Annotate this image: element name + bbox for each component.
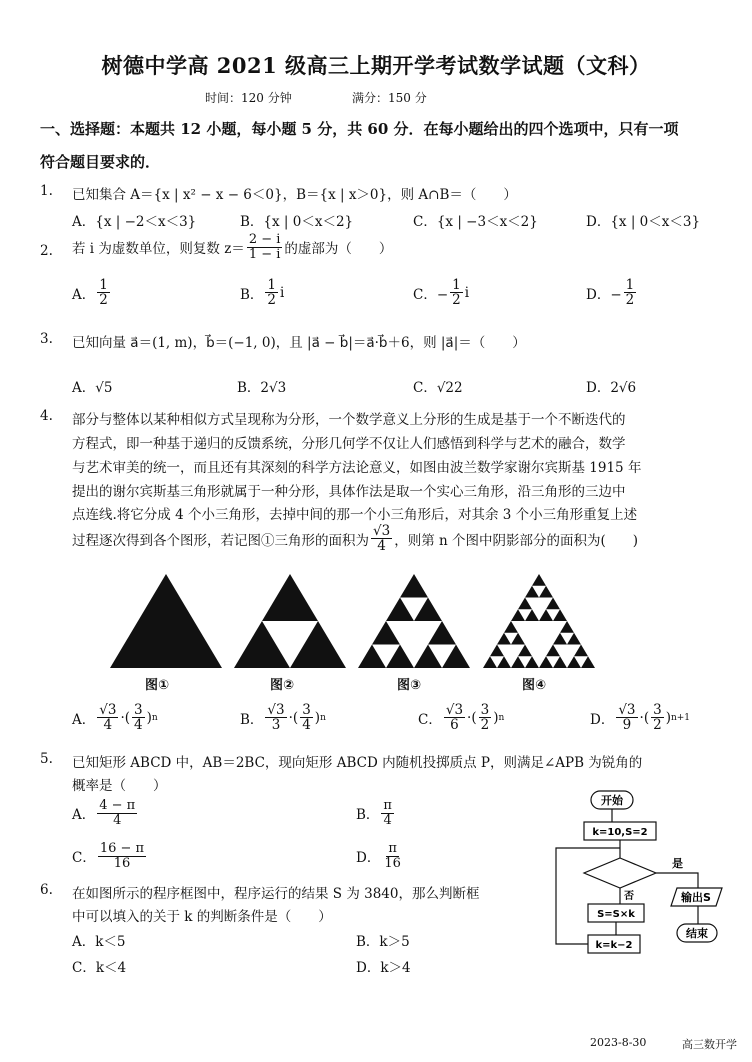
- footer-date: 2023-8-30: [590, 1036, 647, 1049]
- q2-d-den: 2: [625, 292, 635, 309]
- q1-option-d: D．{x | 0＜x＜3}: [586, 214, 701, 230]
- sierpinski-figure-3-piece: [372, 621, 400, 645]
- q6-number: 6.: [40, 882, 53, 898]
- q4-b-f1n: √3: [267, 702, 285, 718]
- q5-line-1: 已知矩形 ABCD 中，AB＝2BC，现向矩形 ABCD 内随机投掷质点 P，则满足∠APB 为锐角的: [72, 755, 643, 771]
- q4-c-exp: n: [498, 712, 505, 723]
- q4-option-d: D． $\frac{√3}{9}$ ·( $\frac{3}{2}$ ) n+1: [590, 702, 691, 734]
- q4-c-f1d: 6: [450, 717, 459, 734]
- q5-b-label: B．: [356, 807, 380, 824]
- q4-line-2: 方程式，即一种基于递归的反馈系统，分形几何学不仅让人们感悟到科学与艺术的融合，数学: [72, 436, 626, 452]
- q4-option-a: A． $\frac{√3}{4}$ ·( $\frac{3}{4}$ ) n: [72, 702, 158, 734]
- q6-option-b: B．k＞5: [356, 934, 410, 950]
- sierpinski-figure-4-piece: [553, 633, 567, 645]
- sierpinski-figure-2-piece: [290, 621, 346, 668]
- q6-line-2: 中可以填入的关于 k 的判断条件是（ ）: [72, 909, 332, 925]
- q4-b-f1d: 3: [271, 717, 281, 734]
- sierpinski-figure-4-piece: [504, 621, 518, 633]
- q4-number: 4.: [40, 408, 53, 424]
- q2-number: 2.: [40, 243, 53, 259]
- sierpinski-figure-4-piece: [553, 609, 567, 621]
- q5-number: 5.: [40, 751, 53, 767]
- q5-d-num: π: [388, 841, 397, 856]
- sierpinski-figure-4-piece: [511, 633, 525, 645]
- q5-c-frac: [98, 842, 146, 870]
- sierpinski-figure-3-piece: [442, 645, 470, 669]
- footer-course: 高三数开学: [682, 1038, 737, 1051]
- q2-c-suffix: i: [464, 284, 470, 301]
- q4-area-num: √3: [373, 523, 391, 539]
- q4-b-label: B．: [240, 711, 264, 728]
- q4-a-f2d: 4: [134, 717, 143, 734]
- q1-number: 1.: [40, 183, 53, 199]
- q4-a-frac2: [132, 703, 145, 732]
- q6-option-a: A．k＜5: [72, 934, 126, 950]
- q5-c-den: 16: [113, 855, 131, 871]
- q5-b-frac: [381, 799, 394, 827]
- q4-d-f2d: 2: [653, 717, 662, 734]
- q5-c-label: C．: [72, 850, 96, 867]
- sierpinski-figure-2-piece: [234, 621, 290, 668]
- section-heading: 一、选择题：本题共 12 小题，每小题 5 分，共 60 分．在每小题给出的四个选项中，只有一项: [40, 120, 679, 138]
- q5-option-b: [356, 799, 396, 827]
- q4-option-b: B． $\frac{√3}{3}$ ·( $\frac{3}{4}$ ) n: [240, 702, 326, 734]
- flow-output-text: 输出S: [681, 891, 711, 904]
- q2-option-c: [413, 278, 469, 307]
- q5-d-den: 16: [384, 855, 401, 871]
- q2-a-frac: [97, 278, 110, 307]
- sierpinski-group: [110, 574, 595, 668]
- q2-frac-num: 2 − i: [248, 232, 281, 247]
- q3-option-b: B．2√3: [237, 380, 287, 396]
- sierpinski-figure-2-piece: [262, 574, 318, 621]
- sierpinski-figure-4-piece: [525, 609, 539, 621]
- program-flowchart: [548, 786, 748, 961]
- q2-stem-pre: 若 i 为虚数单位，则复数 z＝: [72, 241, 245, 258]
- sierpinski-figure-4-piece: [518, 598, 532, 610]
- flow-no-text: 否: [624, 891, 634, 902]
- q6-line-1: 在如图所示的程序框图中，程序运行的结果 S 为 3840，那么判断框: [72, 886, 480, 902]
- flow-assign-text: S=S×k: [597, 909, 635, 920]
- q4-a-f2n: 3: [134, 702, 143, 718]
- q2-d-frac: [624, 278, 637, 307]
- q5-a-num: 4 − π: [99, 798, 136, 813]
- q2-option-b: [240, 278, 284, 307]
- q4-c-f1n: √3: [445, 702, 464, 718]
- q2-c-label: C．−: [413, 286, 449, 303]
- q5-option-d: [356, 842, 405, 870]
- flow-init-text: k=10,S=2: [592, 827, 648, 838]
- q4-d-f1d: 9: [622, 717, 632, 734]
- q2-a-den: 2: [99, 292, 108, 309]
- q4-last-pre: 过程逐次得到各个图形，若记图①三角形的面积为: [72, 532, 369, 549]
- q1-stem: 已知集合 A＝{x | x² − x − 6＜0}，B＝{x | x＞0}，则 A∩B＝（ ）: [72, 187, 517, 203]
- flow-yes-line: [656, 873, 698, 888]
- q4-b-f2d: 4: [302, 717, 311, 734]
- q5-a-frac: [97, 799, 137, 827]
- q4-a-f1n: √3: [99, 702, 117, 718]
- sierpinski-figure-4-piece: [511, 656, 525, 668]
- q4-line-6: [72, 524, 638, 553]
- q4-line-5: 点连线.将它分成 4 个小三角形，去掉中间的那一个小三角形后，对其余 3 个小三角形重复上述: [72, 507, 638, 523]
- q3-option-d: D．2√6: [586, 380, 637, 396]
- q2-b-suffix: i: [280, 284, 285, 301]
- sierpinski-figure-3-piece: [358, 645, 386, 669]
- q2-b-den: 2: [267, 292, 277, 309]
- q4-d-frac1: [616, 703, 637, 732]
- q2-fraction: [247, 233, 283, 261]
- q5-option-c: [72, 842, 148, 870]
- q2-option-d: [586, 278, 638, 307]
- q3-stem: 已知向量 a⃗＝(1, m)，b⃗＝(−1, 0)，且 |a⃗ − b⃗|＝a⃗·b⃗＋6，则 |a⃗|＝（ ）: [72, 335, 526, 351]
- q4-a-f1d: 4: [103, 717, 113, 734]
- sierpinski-figure-4-piece: [532, 574, 546, 586]
- sierpinski-figure-4-piece: [567, 656, 581, 668]
- q2-c-frac: [450, 278, 463, 307]
- q2-b-label: B．: [240, 286, 264, 303]
- q1-option-b: B．{x | 0＜x＜2}: [240, 214, 354, 230]
- q2-d-label: D．−: [586, 286, 622, 303]
- q4-c-f2d: 2: [480, 717, 490, 734]
- sierpinski-figures: [100, 572, 700, 672]
- q1-option-c: C．{x | −3＜x＜2}: [413, 214, 538, 230]
- flow-end-text: 结束: [686, 927, 708, 940]
- q2-c-num: 1: [452, 277, 461, 293]
- sierpinski-figure-4-piece: [546, 645, 560, 657]
- sierpinski-figure-4-piece: [539, 609, 553, 621]
- q4-c-label: C．: [418, 711, 442, 728]
- q2-a-num: 1: [99, 277, 108, 293]
- q5-a-label: A．: [72, 807, 96, 824]
- q5-d-label: D．: [356, 850, 381, 867]
- q4-d-exp: n+1: [670, 712, 691, 723]
- q4-b-frac1: [265, 703, 286, 732]
- q4-last-post: ，则第 n 个图中阴影部分的面积为( ): [394, 532, 639, 549]
- q2-option-a: [72, 278, 112, 307]
- q2-a-label: A．: [72, 286, 96, 303]
- sierpinski-figure-4-piece: [546, 598, 560, 610]
- sierpinski-figure-1-piece: [110, 574, 222, 668]
- q4-line-1: 部分与整体以某种相似方式呈现称为分形，一个数学意义上分形的生成是基于一个不断迭代的: [72, 412, 626, 428]
- q5-b-den: 4: [383, 812, 392, 828]
- q4-c-f2n: 3: [480, 702, 490, 718]
- flow-decision-diamond: [584, 858, 656, 888]
- sierpinski-figure-3-piece: [400, 574, 428, 598]
- sierpinski-figure-4-piece: [525, 656, 539, 668]
- q3-number: 3.: [40, 331, 53, 347]
- sierpinski-figure-3-piece: [414, 598, 442, 622]
- q3-option-c: C．√22: [413, 380, 463, 396]
- q4-b-frac2: [300, 703, 313, 732]
- q2-c-den: 2: [452, 292, 461, 309]
- flow-yes-text: 是: [672, 857, 683, 870]
- q4-a-exp: n: [151, 712, 158, 723]
- sierpinski-figure-4-piece: [525, 586, 539, 598]
- q2-b-frac: [265, 278, 278, 307]
- q5-b-num: π: [383, 798, 392, 813]
- figure-1-label: 图①: [145, 678, 170, 693]
- q6-option-d: D．k＞4: [356, 960, 411, 976]
- flow-dec-text: k=k−2: [595, 940, 633, 951]
- q6-option-c: C．k＜4: [72, 960, 127, 976]
- full-score: 满分：150 分: [352, 91, 427, 105]
- sierpinski-figure-4-piece: [511, 609, 525, 621]
- figure-3-label: 图③: [397, 678, 422, 693]
- q4-d-frac2: [651, 703, 664, 732]
- q2-stem-post: 的虚部为（ ）: [284, 241, 393, 258]
- q2-b-num: 1: [267, 277, 277, 293]
- q5-c-num: 16 − π: [99, 841, 145, 856]
- flow-start-text: 开始: [601, 794, 623, 807]
- sierpinski-figure-3-piece: [386, 598, 414, 622]
- sierpinski-figure-4-piece: [490, 645, 504, 657]
- figure-4-label: 图④: [522, 678, 547, 693]
- sierpinski-figure-4-piece: [539, 656, 553, 668]
- q5-option-a: [72, 799, 139, 827]
- q4-line-4: 提出的谢尔宾斯基三角形就属于一种分形，具体作法是取一个实心三角形，沿三角形的三边中: [72, 484, 626, 500]
- sierpinski-figure-4-piece: [483, 656, 497, 668]
- q1-option-a: A．{x | −2＜x＜3}: [72, 214, 197, 230]
- q5-line-2: 概率是（ ）: [72, 778, 167, 794]
- q2-frac-den: 1 − i: [248, 246, 281, 262]
- q5-d-frac: [382, 842, 403, 870]
- q4-area-frac: [371, 524, 392, 553]
- q3-option-a: A．√5: [72, 380, 113, 396]
- sierpinski-figure-4-piece: [574, 645, 588, 657]
- q4-d-f2n: 3: [653, 702, 662, 718]
- sierpinski-figure-4-piece: [497, 656, 511, 668]
- figure-2-label: 图②: [270, 678, 295, 693]
- sierpinski-figure-4-piece: [581, 656, 595, 668]
- q4-d-f1n: √3: [618, 702, 636, 718]
- q4-c-frac2: [479, 703, 492, 732]
- q2-d-num: 1: [625, 277, 635, 293]
- section-heading-cont: 符合题目要求的．: [40, 153, 161, 171]
- sierpinski-figure-4-piece: [518, 645, 532, 657]
- sierpinski-figure-4-piece: [567, 633, 581, 645]
- sierpinski-figure-4-piece: [539, 586, 553, 598]
- q4-a-frac1: [97, 703, 118, 732]
- q4-a-label: A．: [72, 711, 96, 728]
- page-title: 树德中学高 2021 级高三上期开学考试数学试题（文科）: [101, 53, 651, 78]
- time-limit: 时间：120 分钟: [205, 91, 292, 105]
- q4-c-frac1: [444, 703, 465, 732]
- q4-b-f2n: 3: [302, 702, 311, 718]
- sierpinski-figure-3-piece: [428, 621, 456, 645]
- q5-a-den: 4: [113, 812, 122, 828]
- q4-b-exp: n: [320, 712, 326, 723]
- q4-line-3: 与艺术审美的统一，而且还有其深刻的科学方法论意义，如图由波兰数学家谢尔宾斯基 1915 年: [72, 460, 642, 476]
- q4-d-label: D．: [590, 711, 615, 728]
- q4-area-den: 4: [377, 538, 386, 555]
- q4-option-c: C． $\frac{√3}{6}$ ·( $\frac{3}{2}$ ) n: [418, 702, 505, 734]
- sierpinski-figure-4-piece: [553, 656, 567, 668]
- sierpinski-figure-3-piece: [386, 645, 414, 669]
- q2-stem: [72, 233, 392, 261]
- sierpinski-figure-4-piece: [560, 621, 574, 633]
- sierpinski-figure-3-piece: [414, 645, 442, 669]
- sierpinski-figure-4-piece: [497, 633, 511, 645]
